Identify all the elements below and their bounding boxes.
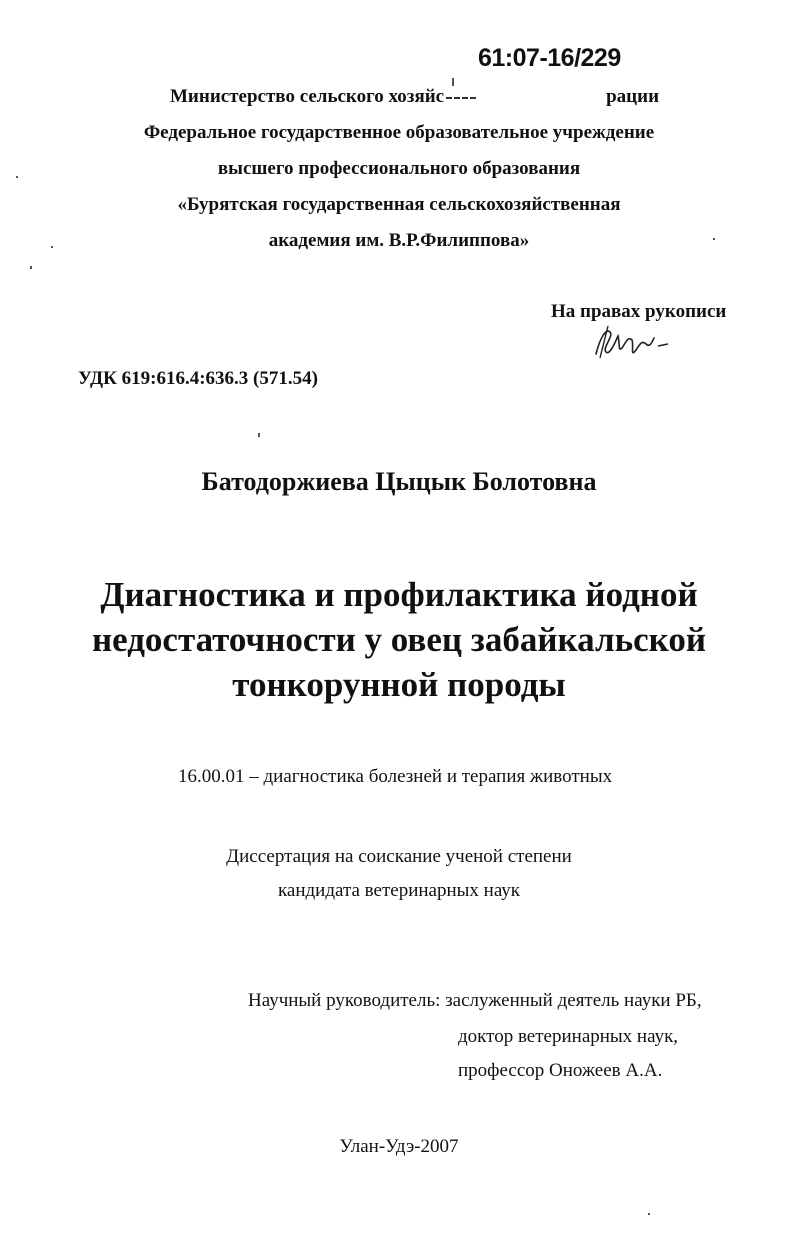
manuscript-rights: На правах рукописи: [551, 301, 727, 322]
title-line-1: Диагностика и профилактика йодной: [100, 575, 698, 614]
scan-speck: [258, 433, 260, 437]
specialty-code: 16.00.01 – диагностика болезней и терапия животных: [178, 766, 613, 787]
supervisor-line-3: профессор Оножеев А.А.: [458, 1060, 663, 1081]
author-name: Батодоржиева Цыцык Болотовна: [201, 467, 597, 496]
scan-speck: [452, 78, 454, 86]
supervisor-line-1: [248, 990, 702, 1012]
scan-speck: [16, 176, 18, 178]
scan-speck: [51, 246, 53, 248]
degree-line-2: кандидата ветеринарных наук: [277, 880, 521, 901]
scan-speck: [713, 238, 715, 240]
scan-dashes: [446, 97, 476, 99]
institution-line-4: «Бурятская государственная сельскохозяйственная: [177, 194, 621, 215]
institution-line-1: [170, 86, 659, 108]
city-year: Улан-Удэ-2007: [339, 1136, 459, 1157]
supervisor-title-1: заслуженный деятель науки РБ,: [445, 990, 702, 1011]
degree-line-1: Диссертация на соискание ученой степени: [226, 846, 572, 867]
title-line-2: недостаточности у овец забайкальской: [91, 620, 707, 659]
institution-line-3: высшего профессионального образования: [217, 158, 581, 179]
institution-line-1-left: Министерство сельского хозяйс: [170, 86, 445, 107]
signature-mark: [588, 318, 678, 366]
institution-line-1-right: рации: [606, 86, 660, 107]
udc-code: УДК 619:616.4:636.3 (571.54): [78, 368, 318, 389]
institution-line-5: академия им. В.Р.Филиппова»: [268, 230, 530, 251]
scan-speck: [30, 266, 32, 269]
supervisor-label: Научный руководитель:: [248, 990, 441, 1011]
supervisor-line-2: доктор ветеринарных наук,: [458, 1026, 679, 1047]
title-line-3: тонкорунной породы: [232, 665, 566, 704]
archive-stamp-number: 61:07-16/229: [478, 44, 621, 72]
scan-speck: [648, 1213, 650, 1215]
institution-line-2: Федеральное государственное образовательное учреждение: [143, 122, 655, 143]
